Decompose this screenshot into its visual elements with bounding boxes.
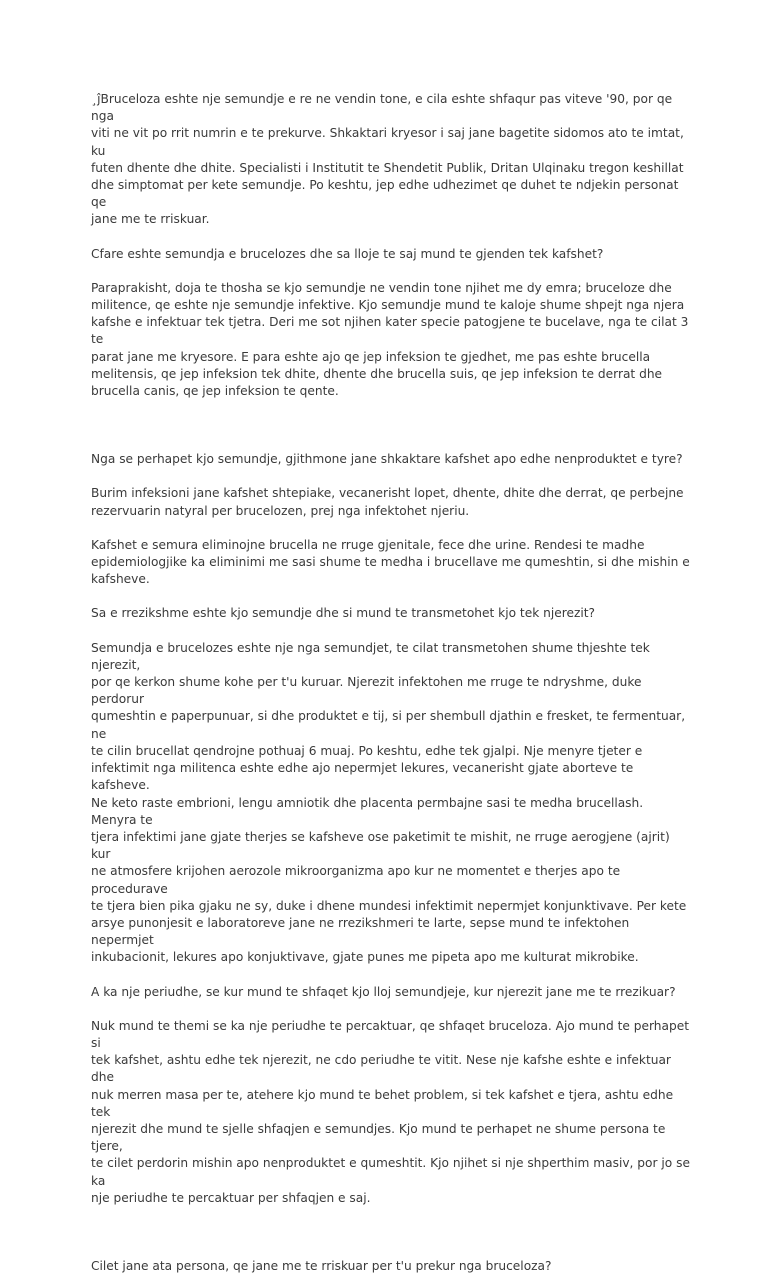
paragraph-spacer <box>91 588 691 605</box>
question-heading: Cfare eshte semundja e brucelozes dhe sa lloje te saj mund te gjenden tek kafshet? <box>91 246 604 261</box>
answer-paragraph: Burim infeksioni jane kafshet shtepiake, vecanerisht lopet, dhente, dhite dhe derrat, qe perbejne rezervuarin natyral per brucelozen, prej nga infektohet njeriu. <box>91 486 684 518</box>
question-heading: Sa e rrezikshme eshte kjo semundje dhe si mund te transmetohet kjo tek njerezit? <box>91 606 596 621</box>
answer-paragraph: Nuk mund te themi se ka nje periudhe te percaktuar, qe shfaqet bruceloza. Ajo mund te perhapet si tek kafshet, ashtu edhe tek njerezit, ne cdo periudhe te vitit. Nese nje kafshe eshte e infektuar dhe nuk merren masa per te, atehere kjo mund te behet problem, si tek kafshet e tjera, ashtu edhe tek njerezit dhe mund te sjelle shfaqjen e semundjes. Kjo mund te perhapet ne shume persona te tjere, te cilet perdorin mishin apo nenproduktet e qumeshtit. Kjo njihet si nje shperthim masiv, por jo se ka nje periudhe te percaktuar per shfaqjen e saj. <box>91 1018 690 1205</box>
paragraph-spacer <box>91 229 691 246</box>
paragraph-spacer <box>91 468 691 485</box>
section-spacer <box>91 1207 691 1258</box>
answer-paragraph: Semundja e brucelozes eshte nje nga semundjet, te cilat transmetohen shume thjeshte tek njerezit, por qe kerkon shume kohe per t'u kuruar. Njerezit infektohen me rruge te ndryshme, duke perdorur qumeshtin e paperpunuar, si dhe produktet e tij, si per shembull djathin e fresket, te fermentuar, ne te cilin brucellat qendrojne pothuaj 6 muaj. Po keshtu, edhe tek gjalpi. Nje menyre tjeter e infektimit nga militenca eshte edhe ajo nepermjet lekures, vecanerisht gjate aborteve te kafsheve. Ne keto raste embrioni, lengu amniotik dhe placenta permbajne sasi te medha brucellash. Menyra te tjera infektimi jane gjate therjes se kafsheve ose paketimit te mishit, ne rruge aerogjene (ajrit) kur ne atmosfere krijohen aerozole mikroorganizma apo kur ne momentet e therjes apo te procedurave te tjera bien pika gjaku ne sy, duke i dhene mundesi infektimit nepermjet konjunktivave. Per kete arsye punonjesit e laboratoreve jane ne rrezikshmeri te larte, sepse mund te infektohen nepermjet inkubacionit, lekures apo konjuktivave, gjate punes me pipeta apo me kulturat mikrobike. <box>91 640 687 965</box>
intro-paragraph: ¸ĵBruceloza eshte nje semundje e re ne vendin tone, e cila eshte shfaqur pas viteve '90, por qe nga viti ne vit po rrit numrin e te prekurve. Shkaktari kryesor i saj jane bagetite sidomos ato te imtat, ku futen dhente dhe dhite. Specialisti i Institutit te Shendetit Publik, Dritan Ulqinaku tregon keshillat dhe simptomat per kete semundje. Po keshtu, jep edhe udhezimet qe duhet te ndjekin personat qe jane me te rriskuar. <box>91 92 684 227</box>
paragraph-spacer <box>91 520 691 537</box>
document-page <box>91 91 691 1275</box>
paragraph-spacer <box>91 623 691 640</box>
answer-paragraph: Kafshet e semura eliminojne brucella ne rruge gjenitale, fece dhe urine. Rendesi te madhe epidemiologjike ka eliminimi me sasi shume te medha i brucellave me qumeshtin, si dhe mishin e kafsheve. <box>91 537 690 587</box>
question-heading: Nga se perhapet kjo semundje, gjithmone jane shkaktare kafshet apo edhe nenproduktet e tyre? <box>91 452 683 467</box>
question-heading: A ka nje periudhe, se kur mund te shfaqet kjo lloj semundjeje, kur njerezit jane me te rrezikuar? <box>91 984 676 999</box>
paragraph-spacer <box>91 1001 691 1018</box>
answer-paragraph: Paraprakisht, doja te thosha se kjo semundje ne vendin tone njihet me dy emra; bruceloze dhe militence, qe eshte nje semundje infektive. Kjo semundje mund te kaloje shume shpejt nga njera kafshe e infektuar tek tjetra. Deri me sot njihen kater specie patogjene te bucelave, nga te cilat 3 te parat jane me kryesore. E para eshte ajo qe jep infeksion te gjedhet, me pas eshte brucella melitensis, qe jep infeksion tek dhite, dhente dhe brucella suis, qe jep infeksion te derrat dhe brucella canis, qe jep infeksion te qente. <box>91 280 689 399</box>
paragraph-spacer <box>91 967 691 984</box>
question-heading: Cilet jane ata persona, qe jane me te rriskuar per t'u prekur nga bruceloza? <box>91 1258 552 1273</box>
paragraph-spacer <box>91 263 691 280</box>
section-spacer <box>91 400 691 451</box>
